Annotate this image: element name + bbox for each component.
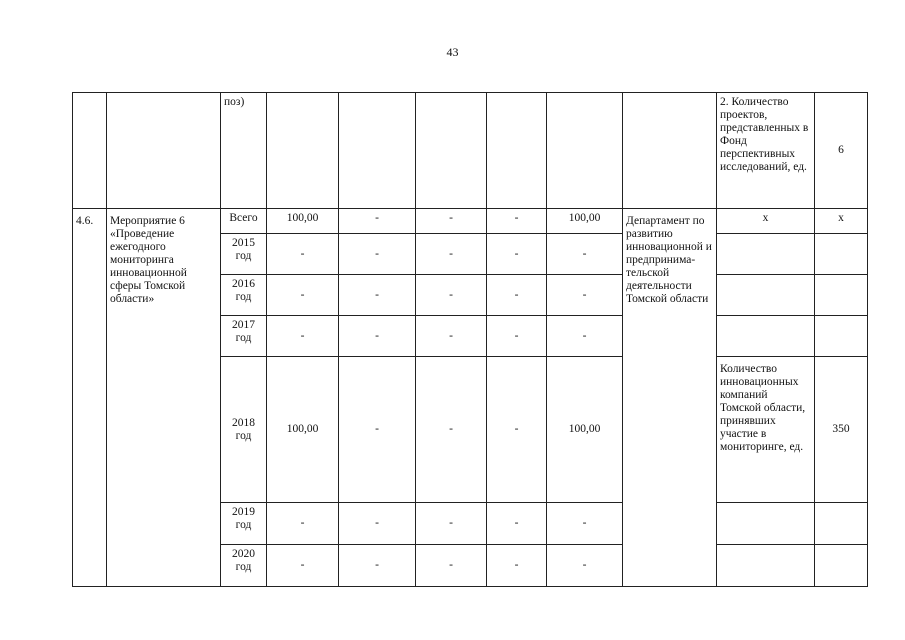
fund-cell: - [547,545,623,587]
fund-cell [339,93,416,209]
period-cell: 2018 год [221,357,267,503]
fund-cell: - [487,209,547,234]
total-cell: - [267,234,339,275]
fund-cell: - [547,503,623,545]
fund-cell: - [339,545,416,587]
fund-cell: - [547,275,623,316]
period-cell: 2017 год [221,316,267,357]
fund-cell: - [487,545,547,587]
indicator-cell [717,234,815,275]
fund-cell: - [416,545,487,587]
indicator-cell: 2. Количество проектов, представленных в Фонд перспективных исследований, ед. [717,93,815,209]
program-table [72,92,868,587]
fund-cell: - [339,357,416,503]
fund-cell: 100,00 [547,209,623,234]
fund-cell: - [487,503,547,545]
event-name: Мероприятие 6 «Проведение ежегодного мониторинга инновационной сферы Томской области» [107,209,221,587]
fund-cell: - [487,234,547,275]
period-cell: 2020 год [221,545,267,587]
page-number: 43 [446,45,459,59]
fund-cell [416,93,487,209]
indicator-cell [717,275,815,316]
indicator-cell [717,545,815,587]
fund-cell: - [339,209,416,234]
table-row [73,93,868,209]
total-cell [267,93,339,209]
indicator-cell [717,503,815,545]
indicator-value-cell [815,503,868,545]
period-cell: Всего [221,209,267,234]
fund-cell: - [339,234,416,275]
period-cell: 2016 год [221,275,267,316]
fund-cell: - [416,357,487,503]
indicator-cell: x [717,209,815,234]
fund-cell [487,93,547,209]
event-number: 4.6. [73,209,107,587]
fund-cell: - [339,275,416,316]
fund-cell: - [416,316,487,357]
indicator-value-cell [815,316,868,357]
fund-cell: 100,00 [547,357,623,503]
indicator-value-cell [815,545,868,587]
indicator-value-cell: 350 [815,357,868,503]
indicator-cell: Количество инновационных компаний Томской области, принявших участие в мониторинге, ед. [717,357,815,503]
total-cell: - [267,545,339,587]
fund-cell: - [547,234,623,275]
fund-cell: - [487,316,547,357]
period-cell: 2015 год [221,234,267,275]
fund-cell: - [416,275,487,316]
period-cell: поз) [221,93,267,209]
fund-cell: - [416,503,487,545]
period-cell: 2019 год [221,503,267,545]
number-cell [73,93,107,209]
fund-cell: - [487,275,547,316]
total-cell: 100,00 [267,209,339,234]
total-cell: - [267,275,339,316]
fund-cell: - [339,316,416,357]
fund-cell: - [487,357,547,503]
executor-cell: Департамент по развитию инновационной и предпринима-тельской деятельности Томской области [623,209,717,587]
fund-cell: - [416,234,487,275]
fund-cell: - [547,316,623,357]
total-cell: - [267,503,339,545]
fund-cell [547,93,623,209]
indicator-value-cell [815,234,868,275]
fund-cell: - [416,209,487,234]
total-cell: 100,00 [267,357,339,503]
fund-cell: - [339,503,416,545]
indicator-value-cell [815,275,868,316]
total-cell: - [267,316,339,357]
indicator-value-cell: 6 [815,93,868,209]
table-row [73,209,868,234]
indicator-value-cell: x [815,209,868,234]
event-name-cell [107,93,221,209]
indicator-cell [717,316,815,357]
executor-cell [623,93,717,209]
